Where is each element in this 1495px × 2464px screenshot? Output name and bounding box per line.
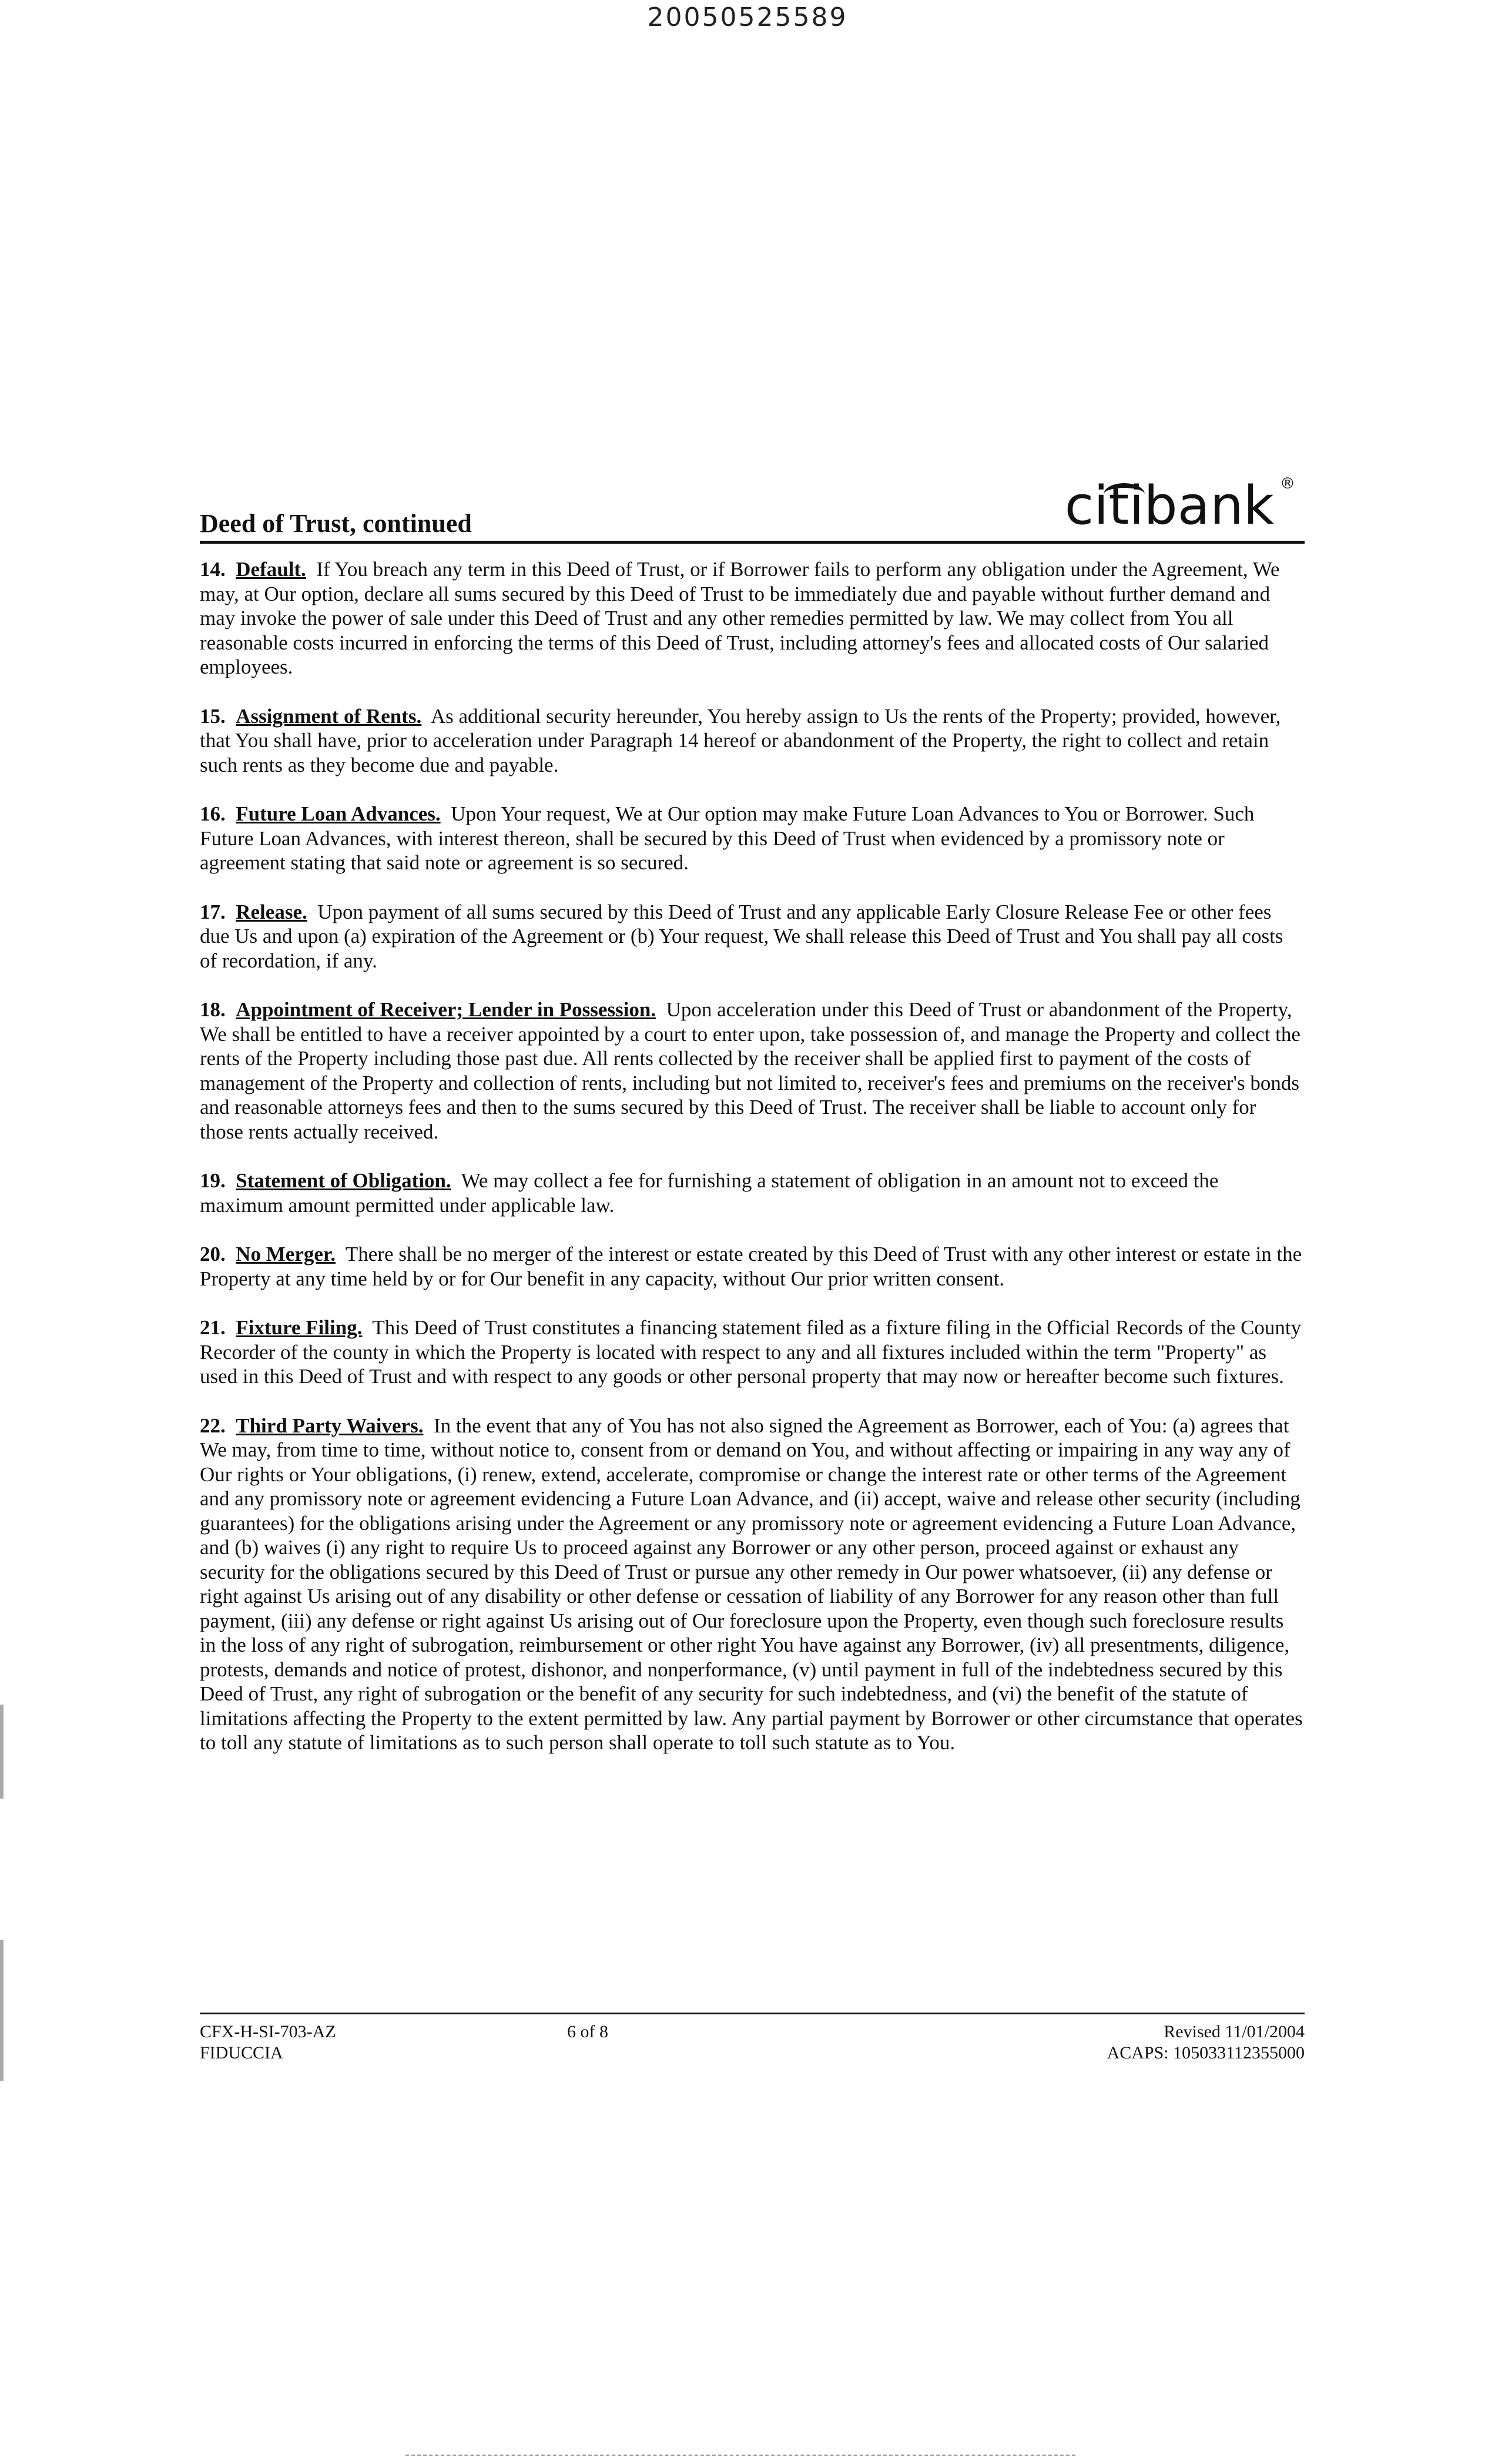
section-number: 17. — [200, 900, 226, 923]
section-title: Statement of Obligation. — [236, 1169, 451, 1192]
form-code: CFX-H-SI-703-AZ — [200, 2022, 336, 2041]
organization: FIDUCCIA — [200, 2043, 283, 2063]
section-text: If You breach any term in this Deed of Trust, or if Borrower fails to perform any obligation under the Agreement, We may, at Our option, declare all sums secured by this Deed of Trust to be immediately due and payable without further demand and may invoke the power of sale under this Deed of Trust and any other remedies permitted by law. We may collect from You all reasonable costs incurred in enforcing the terms of this Deed of Trust, including attorney's fees and allocated costs of Our salaried employees. — [200, 558, 1280, 678]
section-default — [200, 557, 1305, 679]
section-title: Assignment of Rents. — [236, 704, 422, 728]
section-text: As additional security hereunder, You hereby assign to Us the rents of the Property; provided, however, that You shall have, prior to acceleration under Paragraph 14 hereof or abandonment of the Property, the right to collect and retain such rents as they become due and payable. — [200, 704, 1281, 776]
section-number: 18. — [200, 998, 226, 1021]
section-number: 16. — [200, 802, 226, 825]
section-text: This Deed of Trust constitutes a financing statement filed as a fixture filing in the Official Records of the County Recorder of the county in which the Property is located with respect to any and all fixtures included within the term "Property" as used in this Deed of Trust and with respect to any goods or other personal property that may now or hereafter become such fixtures. — [200, 1316, 1302, 1388]
section-text: Upon payment of all sums secured by this Deed of Trust and any applicable Early Closure Release Fee or other fees due Us and upon (a) expiration of the Agreement or (b) Your request, We shall release this Deed of Trust and You shall pay all costs of recordation, if any. — [200, 900, 1283, 972]
section-number: 21. — [200, 1316, 226, 1339]
page-title: Deed of Trust, continued — [200, 509, 472, 538]
citibank-arc-icon — [1104, 483, 1145, 505]
section-number: 22. — [200, 1414, 226, 1437]
section-number: 20. — [200, 1243, 226, 1266]
section-number: 15. — [200, 704, 226, 728]
section-title: Appointment of Receiver; Lender in Possession. — [236, 998, 656, 1021]
section-title: No Merger. — [236, 1243, 336, 1266]
document-number: 20050525589 — [647, 2, 848, 32]
document-body — [200, 557, 1305, 1780]
section-number: 19. — [200, 1169, 226, 1192]
section-title: Third Party Waivers. — [236, 1414, 424, 1437]
section-third-party-waivers — [200, 1414, 1305, 1755]
section-number: 14. — [200, 558, 226, 581]
section-future-loan-advances — [200, 802, 1305, 875]
section-release — [200, 900, 1305, 973]
section-title: Future Loan Advances. — [236, 802, 441, 825]
page-header — [200, 470, 1305, 544]
section-title: Default. — [236, 558, 306, 581]
citibank-logo — [1064, 475, 1295, 537]
scan-margin-mark — [0, 1705, 4, 1799]
section-text: Upon Your request, We at Our option may make Future Loan Advances to You or Borrower. Such Future Loan Advances, with interest thereon, shall be secured by this Deed of Trust when evidenced by a promissory note or agreement stating that said note or agreement is so secured. — [200, 802, 1255, 874]
section-title: Fixture Filing. — [236, 1316, 363, 1339]
page-number: 6 of 8 — [567, 2022, 608, 2041]
section-text: There shall be no merger of the interest or estate created by this Deed of Trust with any other interest or estate in the Property at any time held by or for Our benefit in any capacity, without Our prior written consent. — [200, 1243, 1302, 1290]
registered-mark-icon: ® — [1280, 475, 1295, 493]
section-text: Upon acceleration under this Deed of Trust or abandonment of the Property, We shall be entitled to have a receiver appointed by a court to enter upon, take possession of, and manage the Property and collect the rents of the Property including those past due. All rents collected by the receiver shall be applied first to payment of the costs of management of the Property and collection of rents, including but not limited to, receiver's fees and premiums on the receiver's bonds and reasonable attorneys fees and then to the sums secured by this Deed of Trust. The receiver shall be liable to account only for those rents actually received. — [200, 998, 1300, 1143]
section-text: In the event that any of You has not also signed the Agreement as Borrower, each of You: (a) agrees that We may, from time to time, without notice to, consent from or demand on You, and without affecting or impairing in any way any of Our rights or Your obligations, (i) renew, extend, accelerate, compromise or change the interest rate or other terms of the Agreement and any promissory note or agreement evidencing a Future Loan Advance, and (ii) accept, waive and release other security (including guarantees) for the obligations arising under the Agreement or any promissory note or agreement evidencing a Future Loan Advance, and (b) waives (i) any right to require Us to proceed against any Borrower or any other person, proceed against or exhaust any security for the obligations secured by this Deed of Trust or pursue any other remedy in Our power whatsoever, (ii) any defense or right against Us arising out of any disability or other defense or cessation of liability of any Borrower for any reason other than full payment, (iii) any defense or right against Us arising out of Our foreclosure upon the Property, even though such foreclosure results in the loss of any right of subrogation, reimbursement or other right You have against any Borrower, (iv) all presentments, diligence, protests, demands and notice of protest, dishonor, and nonperformance, (v) until payment in full of the indebtedness secured by this Deed of Trust, any right of subrogation or the benefit of any security for such indebtedness, and (vi) the benefit of the statute of limitations affecting the Property to the extent permitted by law. Any partial payment by Borrower or other circumstance that operates to toll any statute of limitations as to such person shall operate to toll such statute as to You. — [200, 1414, 1303, 1754]
section-title: Release. — [236, 900, 307, 923]
scan-margin-mark — [0, 1940, 4, 2081]
scan-bottom-rule — [405, 2455, 1075, 2456]
section-fixture-filing — [200, 1315, 1305, 1389]
revised-date: Revised 11/01/2004 — [1164, 2022, 1305, 2041]
section-text: We may collect a fee for furnishing a statement of obligation in an amount not to exceed the maximum amount permitted under applicable law. — [200, 1169, 1219, 1217]
page-footer — [200, 2013, 1305, 2064]
section-appointment-of-receiver — [200, 997, 1305, 1144]
section-statement-of-obligation — [200, 1169, 1305, 1217]
section-assignment-of-rents — [200, 704, 1305, 778]
acaps-number: ACAPS: 105033112355000 — [1107, 2043, 1305, 2063]
logo-text: citibank — [1064, 475, 1274, 537]
section-no-merger — [200, 1242, 1305, 1291]
